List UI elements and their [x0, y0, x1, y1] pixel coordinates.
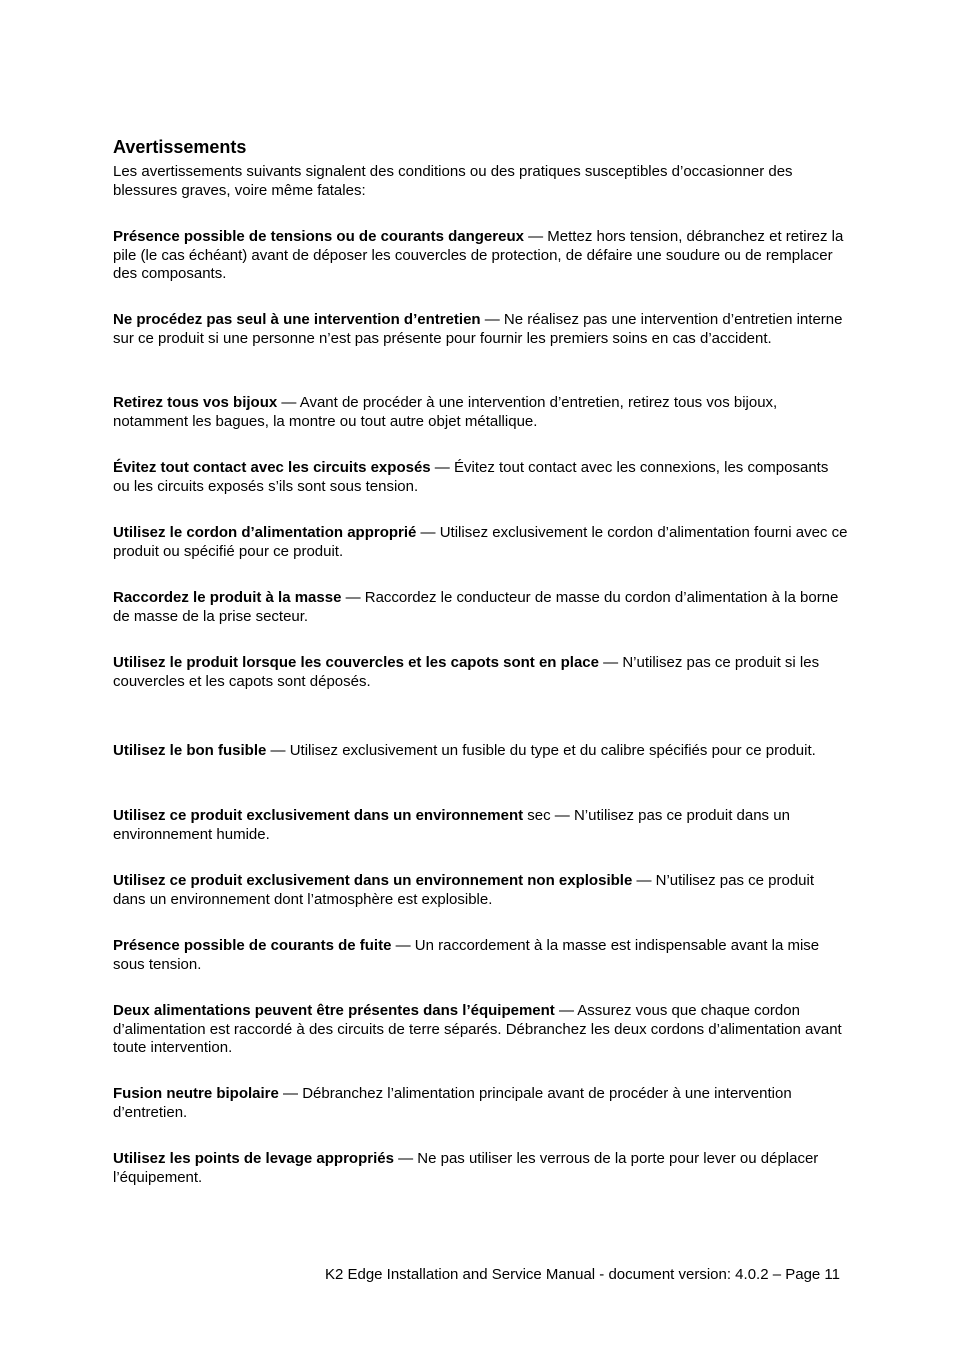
warning-item — [113, 459, 848, 496]
warning-text: — Assurez vous que chaque cordon d’alimentation est raccordé à des circuits de terre séparés. Débranchez les deux cordons d’alimentation avant toute intervention. — [113, 1002, 842, 1056]
warning-text: — Utilisez exclusivement un fusible du type et du calibre spécifiés pour ce produit. — [266, 742, 816, 759]
warning-item — [113, 742, 848, 761]
warning-title: Utilisez ce produit exclusivement dans un environnement — [113, 807, 524, 824]
warning-item — [113, 311, 848, 348]
warning-text: — Ne réalisez pas une intervention d’entretien interne sur ce produit si une personne n’est pas présente pour fournir les premiers soins en cas d’accident. — [113, 311, 843, 347]
warning-text: — Mettez hors tension, débranchez et retirez la pile (le cas échéant) avant de déposer les couvercles de protection, de défaire une soudure ou de remplacer des composants. — [113, 228, 844, 282]
warning-title: Utilisez ce produit exclusivement dans un environnement non explosible — [113, 872, 633, 889]
warning-title: Fusion neutre bipolaire — [113, 1085, 279, 1102]
warning-title: Utilisez le bon fusible — [113, 742, 267, 759]
warning-item — [113, 872, 848, 909]
warning-item — [113, 807, 848, 844]
page-footer: K2 Edge Installation and Service Manual - document version: 4.0.2 – Page 11 — [324, 1266, 840, 1283]
warning-item — [113, 1002, 848, 1058]
warning-title: Raccordez le produit à la masse — [113, 589, 342, 606]
warning-text: — N’utilisez pas ce produit si les couvercles et les capots sont déposés. — [113, 654, 820, 690]
warning-text: sec — N’utilisez pas ce produit dans un environnement humide. — [113, 807, 790, 843]
warning-title: Utilisez les points de levage appropriés — [113, 1150, 394, 1167]
warning-title: Évitez tout contact avec les circuits exposés — [113, 459, 431, 476]
warning-title: Retirez tous vos bijoux — [113, 394, 278, 411]
warning-title: Présence possible de courants de fuite — [113, 937, 392, 954]
warning-text: — Utilisez exclusivement le cordon d’alimentation fourni avec ce produit ou spécifié pour ce produit. — [113, 524, 848, 560]
warning-title: Deux alimentations peuvent être présentes dans l’équipement — [113, 1002, 555, 1019]
warning-text: — Raccordez le conducteur de masse du cordon d’alimentation à la borne de masse de la prise secteur. — [113, 589, 839, 625]
warning-item — [113, 228, 848, 284]
warning-item — [113, 937, 848, 974]
warning-item — [113, 394, 848, 431]
page-title: Avertissements — [113, 137, 247, 157]
warning-item — [113, 524, 848, 561]
warning-title: Ne procédez pas seul à une intervention d’entretien — [113, 311, 481, 328]
warning-item — [113, 1150, 848, 1187]
warning-text: — Avant de procéder à une intervention d’entretien, retirez tous vos bijoux, notamment les bagues, la montre ou tout autre objet métallique. — [113, 394, 778, 430]
intro-paragraph: Les avertissements suivants signalent des conditions ou des pratiques susceptibles d’occasionner des blessures graves, voire même fatales: — [113, 163, 793, 199]
warning-text: — Un raccordement à la masse est indispensable avant la mise sous tension. — [113, 937, 820, 973]
warning-title: Présence possible de tensions ou de courants dangereux — [113, 228, 524, 245]
warning-item — [113, 1085, 848, 1122]
warning-title: Utilisez le cordon d’alimentation approprié — [113, 524, 417, 541]
warning-text: — Ne pas utiliser les verrous de la porte pour lever ou déplacer l’équipement. — [113, 1150, 819, 1186]
warning-text: — N’utilisez pas ce produit dans un environnement dont l’atmosphère est explosible. — [113, 872, 815, 908]
warning-text: — Débranchez l’alimentation principale avant de procéder à une intervention d’entretien. — [113, 1085, 792, 1121]
warning-title: Utilisez le produit lorsque les couvercles et les capots sont en place — [113, 654, 599, 671]
warning-item — [113, 654, 848, 691]
warning-text: — Évitez tout contact avec les connexions, les composants ou les circuits exposés s’ils sont sous tension. — [113, 459, 829, 495]
warning-item — [113, 589, 848, 626]
